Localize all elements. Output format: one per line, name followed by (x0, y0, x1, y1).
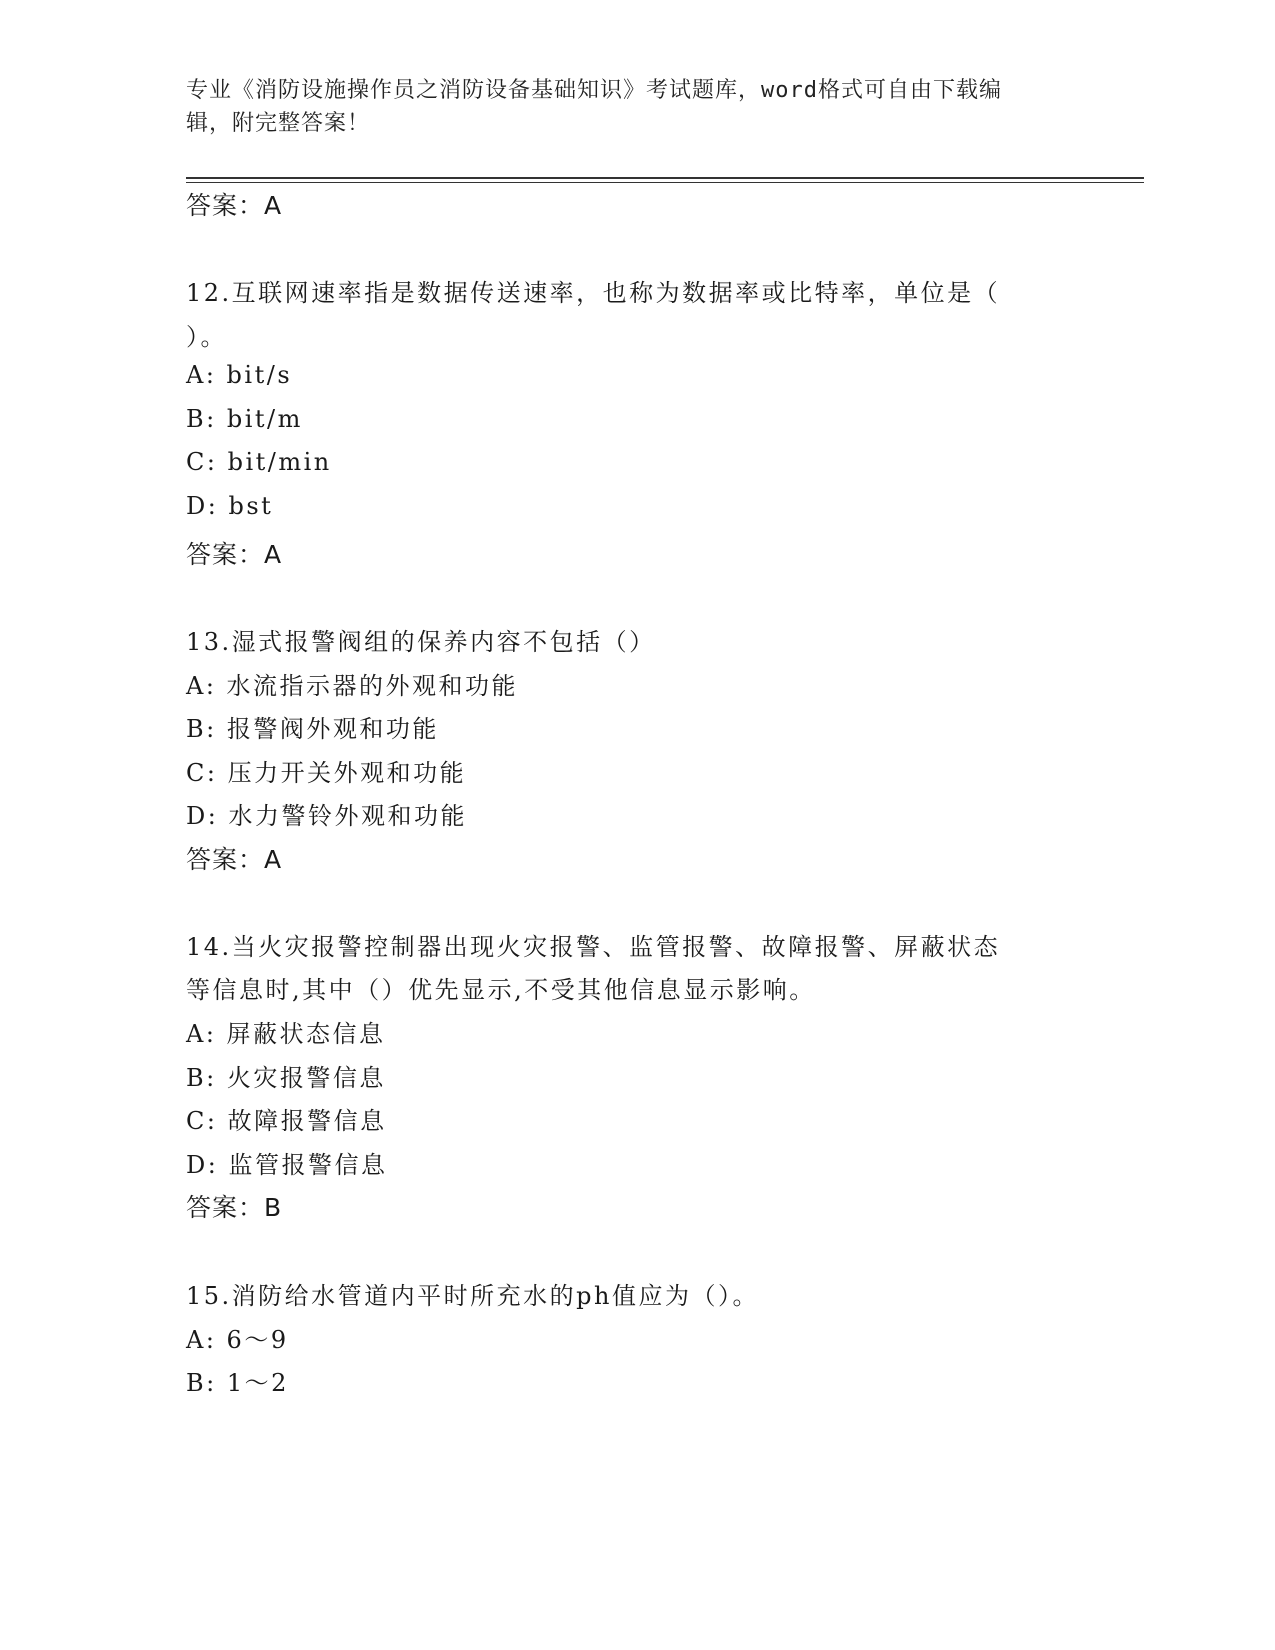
header-line-1: 专业《消防设施操作员之消防设备基础知识》考试题库，word格式可自由下载编 (186, 78, 1002, 103)
question-stem: 15.消防给水管道内平时所充水的ph值应为（）。 (186, 1282, 759, 1310)
answer: 答案：B (186, 1193, 283, 1222)
header-line-2: 辑，附完整答案！ (186, 111, 371, 136)
option-d: D: 水力警铃外观和功能 (186, 802, 467, 830)
option-c: C: 故障报警信息 (186, 1107, 387, 1135)
option-b: B: 火灾报警信息 (186, 1064, 386, 1092)
option-b: B: 报警阀外观和功能 (186, 715, 439, 743)
option-d: D: 监管报警信息 (186, 1151, 388, 1179)
option-d: D: bst (186, 492, 274, 520)
option-a: A: bit/s (186, 361, 293, 389)
question-stem: 14.当火灾报警控制器出现火灾报警、监管报警、故障报警、屏蔽状态 (186, 933, 1001, 961)
option-c: C: 压力开关外观和功能 (186, 759, 467, 787)
answer: 答案：A (186, 845, 283, 874)
option-a: A: 水流指示器的外观和功能 (186, 672, 519, 700)
header-divider-thin (186, 182, 1144, 183)
option-a: A: 屏蔽状态信息 (186, 1020, 386, 1048)
option-b: B: 1～2 (186, 1369, 289, 1397)
header-divider-thick (186, 177, 1144, 179)
question-stem-continued: 等信息时,其中（）优先显示,不受其他信息显示影响。 (186, 976, 816, 1004)
option-b: B: bit/m (186, 405, 303, 433)
previous-answer: 答案：A (186, 191, 283, 220)
option-a: A: 6～9 (186, 1326, 289, 1354)
question-stem: 12.互联网速率指是数据传送速率，也称为数据率或比特率，单位是（ (186, 279, 1001, 307)
option-c: C: bit/min (186, 448, 332, 476)
document-header (186, 74, 1066, 140)
question-stem-continued: ）。 (186, 323, 227, 351)
answer: 答案：A (186, 540, 283, 569)
question-stem: 13.湿式报警阀组的保养内容不包括（） (186, 628, 656, 656)
